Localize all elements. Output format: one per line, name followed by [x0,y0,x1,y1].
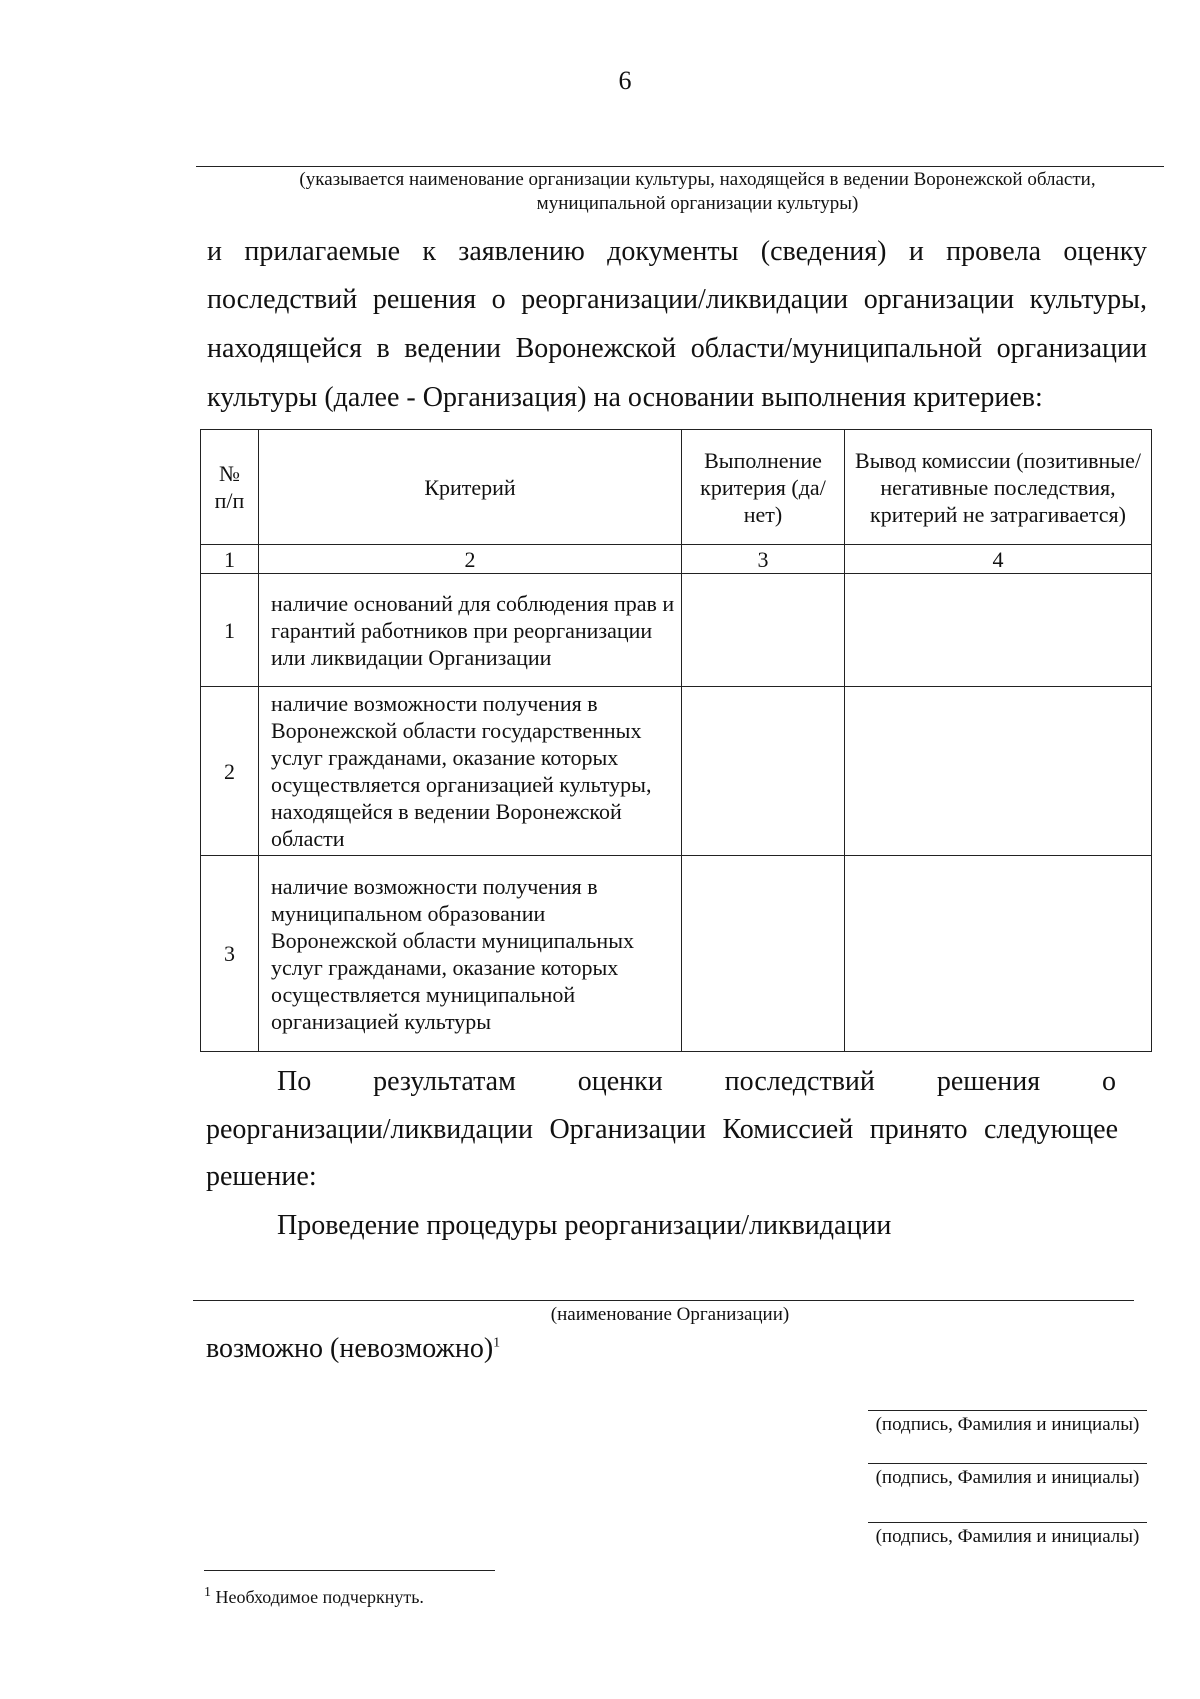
signature-line-1 [868,1410,1147,1411]
organization-name-caption: (наименование Организации) [550,1304,790,1325]
row-criterion: наличие оснований для соблюдения прав и гарантий работников при реорганизации или ликвидации Организации [259,574,682,687]
column-number-row [201,545,1152,574]
org-name-caption-1: (указывается наименование организации культуры, находящейся в ведении Воронежской области, [299,169,1096,190]
row-criterion: наличие возможности получения в муниципальном образовании Воронежской области муниципальных услуг гражданами, оказание которых осуществляется муниципальной организацией культуры [259,856,682,1052]
signature-caption-1: (подпись, Фамилия и инициалы) [875,1414,1140,1435]
page-number: 6 [618,66,632,95]
org-name-caption-2: муниципальной организации культуры) [536,193,859,214]
header-num-line2: п/п [214,488,245,513]
criteria-table [200,429,1152,1052]
footnote-separator [204,1570,495,1571]
row-fulfillment-cell [682,856,845,1052]
header-num [201,430,259,545]
result-line-2: реорганизации/ликвидации Организации Комиссией принято следующее [206,1114,1118,1145]
footnote-number: 1 [204,1585,211,1600]
row-number: 2 [201,687,259,856]
column-number: 1 [201,545,259,574]
row-number: 1 [201,574,259,687]
table-row [201,687,1152,856]
footnote [204,1585,424,1608]
possible-text-wrap [206,1333,500,1365]
procedure-text: Проведение процедуры реорганизации/ликвидации [277,1210,892,1241]
signature-caption-2: (подпись, Фамилия и инициалы) [875,1467,1140,1488]
result-line-1: По результатам оценки последствий решения о [277,1066,1116,1097]
table-row [201,574,1152,687]
footnote-marker: 1 [493,1335,501,1351]
header-fulfillment: Выполнение критерия (да/нет) [682,430,845,545]
organization-name-line [193,1300,1134,1301]
row-conclusion-cell [845,856,1152,1052]
intro-line-2: последствий решения о реорганизации/ликвидации организации культуры, [207,284,1147,315]
intro-line-1: и прилагаемые к заявлению документы (сведения) и провела оценку [207,236,1147,267]
table-row [201,856,1152,1052]
header-num-line1: № [219,461,240,486]
signature-caption-3: (подпись, Фамилия и инициалы) [875,1526,1140,1547]
column-number: 4 [845,545,1152,574]
table-header-row [201,430,1152,545]
footnote-text: Необходимое подчеркнуть. [215,1587,424,1607]
row-conclusion-cell [845,687,1152,856]
column-number: 2 [259,545,682,574]
row-number: 3 [201,856,259,1052]
header-criterion: Критерий [259,430,682,545]
result-line-3: решение: [206,1161,317,1192]
possible-text: возможно (невозможно) [206,1333,494,1364]
intro-line-3: находящейся в ведении Воронежской области/муниципальной организации [207,333,1147,364]
column-number: 3 [682,545,845,574]
row-fulfillment-cell [682,687,845,856]
row-criterion: наличие возможности получения в Воронежской области государственных услуг гражданами, оказание которых осуществляется организацией культуры, находящейся в ведении Воронежской области [259,687,682,856]
org-name-line [196,166,1164,167]
row-conclusion-cell [845,574,1152,687]
intro-line-4: культуры (далее - Организация) на основании выполнения критериев: [207,382,1043,413]
header-conclusion: Вывод комиссии (позитивные/негативные последствия, критерий не затрагивается) [845,430,1152,545]
signature-line-3 [868,1522,1147,1523]
signature-line-2 [868,1463,1147,1464]
row-fulfillment-cell [682,574,845,687]
